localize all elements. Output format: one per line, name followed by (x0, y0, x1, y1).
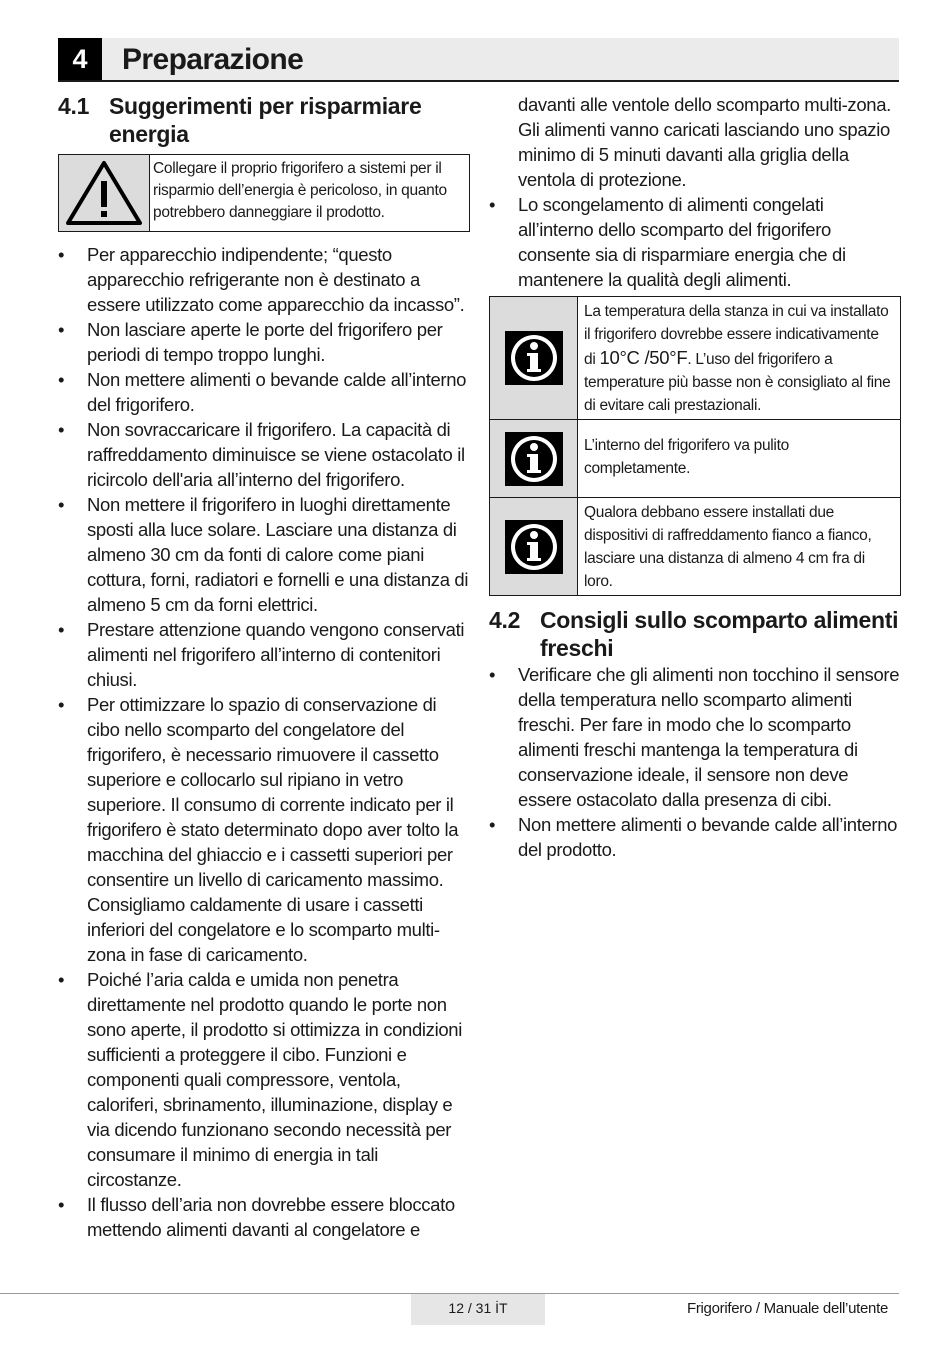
info-note-text-part: La temperatura della stanza in cui va installato il frigorifero dovrebbe essere indicativamente di (584, 303, 889, 368)
chapter-title: Preparazione (122, 43, 304, 76)
list-item: • Non lasciare aperte le porte del frigorifero per periodi di tempo troppo lunghi. (58, 317, 470, 367)
info-note (490, 297, 900, 419)
list-item-continued: davanti alle ventole dello scomparto multi-zona. Gli alimenti vanno caricati lasciando uno spazio minimo di 5 minuti davanti alla griglia della ventola di protezione. (518, 94, 891, 190)
list-item: • Non mettere il frigorifero in luoghi direttamente sposti alla luce solare. Lasciare una distanza di almeno 30 cm da fonti di calore come piani cottura, forni, radiatori e fornelli e una distanza di almeno 5 cm da forni elettrici. (58, 492, 470, 617)
list-item: • Per ottimizzare lo spazio di conservazione di cibo nello scomparto del congelatore del frigorifero, è necessario rimuovere il cassetto superiore e collocarlo sul ripiano in vetro superiore. Il consumo di corrente indicato per il frigorifero è stato determinato dopo aver tolto la macchina del ghiaccio e i cassetti superiori per consentire un livello di caricamento massimo. Consigliamo caldamente di usare i cassetti inferiori del congelatore e lo scomparto multi-zona in fase di caricamento. (58, 692, 470, 967)
info-icon (505, 520, 563, 574)
info-icon (505, 331, 563, 385)
info-note-text-part: . L’uso del frigorifero a temperature più basse non è consigliato al fine di evitare cali prestazionali. (584, 351, 891, 414)
list-item: • Poiché l’aria calda e umida non penetra direttamente nel prodotto quando le porte non sono aperte, il prodotto si ottimizza in condizioni sufficienti a proteggere il cibo. Funzioni e componenti quali compressore, ventola, caloriferi, sbrinamento, illuminazione, display e via dicendo funzionano secondo necessità per consumare il minimo di energia in tali circostanze. (58, 967, 470, 1192)
warning-icon-cell (59, 155, 150, 231)
energy-tips-list-continued (489, 92, 901, 292)
list-item: • Verificare che gli alimenti non tocchino il sensore della temperatura nello scomparto alimenti freschi. Per fare in modo che lo scomparto alimenti freschi mantenga la temperatura di conservazione ideale, il sensore non deve essere ostacolato dalla presenza di cibi. (489, 662, 901, 812)
section-4-2 (489, 606, 901, 862)
section-number: 4.2 (489, 607, 521, 633)
section-number: 4.1 (58, 93, 90, 119)
section-heading-4-2 (489, 606, 901, 662)
info-note (490, 497, 900, 595)
list-item: • Non mettere alimenti o bevande calde all’interno del prodotto. (489, 812, 901, 862)
right-column (489, 92, 901, 862)
warning-box (58, 154, 470, 232)
chapter-header (58, 38, 899, 82)
info-note-text (578, 297, 900, 419)
page-number: 12 / 31 İT (411, 1294, 545, 1325)
info-icon-cell (490, 297, 578, 419)
info-icon (505, 432, 563, 486)
left-column (58, 92, 470, 1242)
info-notes-table (489, 296, 901, 596)
info-note-text: Qualora debbano essere installati due dispositivi di raffreddamento fianco a fianco, lasciare una distanza di almeno 4 cm fra di loro. (584, 504, 872, 590)
list-item: • Non sovraccaricare il frigorifero. La capacità di raffreddamento diminuisce se viene ostacolato il ricircolo dell'aria all’interno del frigorifero. (58, 417, 470, 492)
list-item: • Il flusso dell’aria non dovrebbe essere bloccato mettendo alimenti davanti al congelatore e (58, 1192, 470, 1242)
warning-triangle-icon (65, 159, 143, 227)
section-title: Consigli sullo scomparto alimenti freschi (540, 607, 899, 661)
list-item: • Per apparecchio indipendente; “questo apparecchio refrigerante non è destinato a essere utilizzato come apparecchio da incasso”. (58, 242, 470, 317)
temperature-value: 10°C /50°F (599, 347, 688, 368)
section-title: Suggerimenti per risparmiare energia (109, 93, 422, 147)
energy-tips-list (58, 242, 470, 1242)
fresh-food-tips-list (489, 662, 901, 862)
section-heading-4-1 (58, 92, 470, 148)
list-item: • Prestare attenzione quando vengono conservati alimenti nel frigorifero all’interno di contenitori chiusi. (58, 617, 470, 692)
info-icon-cell (490, 420, 578, 497)
info-note-text: L’interno del frigorifero va pulito completamente. (584, 437, 789, 477)
list-item: • Lo scongelamento di alimenti congelati all’interno dello scomparto del frigorifero consente sia di risparmiare energia che di mantenere la qualità degli alimenti. (489, 192, 901, 292)
chapter-number: 4 (58, 38, 102, 80)
warning-text: Collegare il proprio frigorifero a sistemi per il risparmio dell’energia è pericoloso, in quanto potrebbero danneggiare il prodotto. (153, 160, 447, 221)
list-item: • Non mettere alimenti o bevande calde all’interno del frigorifero. (58, 367, 470, 417)
info-note (490, 419, 900, 497)
footer-manual-title: Frigorifero / Manuale dell’utente (686, 1300, 888, 1317)
info-icon-cell (490, 498, 578, 595)
